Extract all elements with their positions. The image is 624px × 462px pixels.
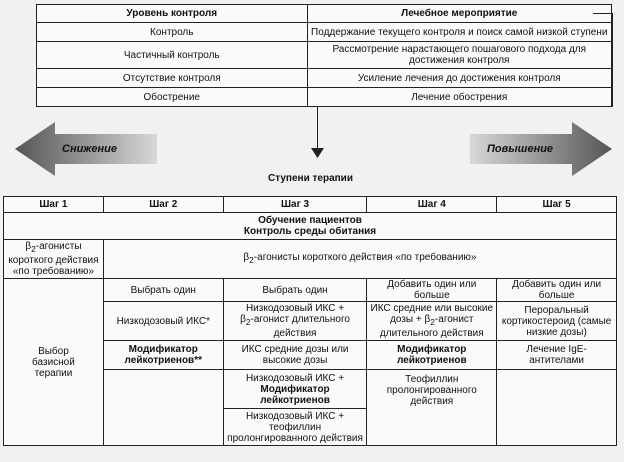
header-control-level: Уровень контроля bbox=[37, 5, 308, 23]
table-row bbox=[4, 279, 617, 302]
therapy-cell bbox=[367, 302, 497, 341]
prn-all-text: -агонисты короткого действия «по требованию» bbox=[253, 252, 477, 263]
table-header-row bbox=[37, 5, 612, 23]
therapy-text: Низкодозовый ИКС + bbox=[245, 303, 345, 314]
step-header: Шаг 3 bbox=[223, 197, 367, 213]
table-row bbox=[4, 213, 617, 240]
environment-text: Контроль среды обитания bbox=[243, 226, 377, 237]
select-cell: Добавить один или больше bbox=[497, 279, 617, 302]
header-treatment: Лечебное мероприятие bbox=[307, 5, 611, 23]
treatment-cell: Поддержание текущего контроля и поиск самой низкой ступени bbox=[307, 23, 611, 42]
step-header: Шаг 1 bbox=[4, 197, 104, 213]
therapy-cell: ИКС средние дозы или высокие дозы bbox=[223, 341, 367, 370]
step1-prn-text: -агонисты короткого действия «по требованию» bbox=[8, 241, 99, 277]
therapy-text: Низкодозовый ИКС + bbox=[245, 372, 345, 384]
treatment-cell: Лечение обострения bbox=[307, 88, 611, 107]
select-cell: Добавить один или больше bbox=[367, 279, 497, 302]
step-header: Шаг 4 bbox=[367, 197, 497, 213]
connector-line bbox=[593, 13, 613, 14]
therapy-text: Модификатор bbox=[397, 344, 467, 355]
education-cell bbox=[4, 213, 617, 240]
steps-title: Ступени терапии bbox=[268, 173, 353, 184]
increase-label: Повышение bbox=[487, 143, 554, 155]
control-level-cell: Частичный контроль bbox=[37, 42, 308, 69]
connector-line bbox=[317, 106, 613, 107]
beta-symbol: β bbox=[240, 314, 246, 325]
select-cell: Выбрать один bbox=[103, 279, 223, 302]
beta-subscript: 2 bbox=[245, 317, 251, 327]
beta-symbol: β bbox=[243, 252, 250, 263]
therapy-steps-table bbox=[3, 196, 617, 446]
therapy-text: -агонист длительного действия bbox=[250, 314, 350, 339]
beta-symbol: β bbox=[25, 241, 32, 252]
connector-line bbox=[612, 13, 613, 107]
table-row bbox=[4, 240, 617, 279]
therapy-cell: Лечение IgE-антителами bbox=[497, 341, 617, 370]
therapy-cell bbox=[103, 341, 223, 370]
beta-subscript: 2 bbox=[31, 244, 36, 254]
step-header: Шаг 5 bbox=[497, 197, 617, 213]
table-row bbox=[37, 88, 612, 107]
table-row bbox=[37, 69, 612, 88]
step1-prn-cell bbox=[4, 240, 104, 279]
treatment-cell: Рассмотрение нарастающего пошагового подхода для достижения контроля bbox=[307, 42, 611, 69]
empty-cell bbox=[497, 370, 617, 446]
therapy-cell bbox=[223, 370, 367, 409]
therapy-cell: Низкодозовый ИКС* bbox=[103, 302, 223, 341]
table-row bbox=[37, 42, 612, 69]
therapy-text: лейкотриенов bbox=[396, 355, 467, 366]
control-level-cell: Отсутствие контроля bbox=[37, 69, 308, 88]
table-row bbox=[37, 23, 612, 42]
therapy-text: Модификатор bbox=[260, 383, 330, 395]
therapy-text: лейкотриенов** bbox=[124, 355, 202, 366]
therapy-cell bbox=[223, 302, 367, 341]
beta-subscript: 2 bbox=[430, 317, 435, 327]
therapy-text: ИКС средние или высокие дозы + β bbox=[370, 303, 494, 325]
select-cell: Выбрать один bbox=[223, 279, 367, 302]
basic-therapy-cell: Выбор базисной терапии bbox=[4, 279, 104, 446]
therapy-cell bbox=[367, 341, 497, 370]
prn-all-cell bbox=[103, 240, 616, 279]
therapy-text: Модификатор bbox=[128, 344, 198, 355]
control-level-cell: Контроль bbox=[37, 23, 308, 42]
therapy-text: -агонист длительного действия bbox=[379, 314, 484, 339]
beta-subscript: 2 bbox=[249, 255, 254, 265]
down-arrow-icon bbox=[311, 148, 324, 158]
decrease-label: Снижение bbox=[62, 143, 118, 155]
education-text: Обучение пациентов bbox=[258, 215, 362, 226]
control-level-table bbox=[36, 4, 612, 107]
treatment-cell: Усиление лечения до достижения контроля bbox=[307, 69, 611, 88]
therapy-cell: Пероральный кортикостероид (самые низкие дозы) bbox=[497, 302, 617, 341]
therapy-cell: Теофиллин пролонгированного действия bbox=[367, 370, 497, 446]
steps-header-row bbox=[4, 197, 617, 213]
empty-cell bbox=[103, 370, 223, 446]
step-header: Шаг 2 bbox=[103, 197, 223, 213]
therapy-text: лейкотриенов bbox=[260, 394, 330, 406]
control-level-cell: Обострение bbox=[37, 88, 308, 107]
connector-line bbox=[317, 106, 318, 152]
therapy-cell: Низкодозовый ИКС + теофиллин пролонгированного действия bbox=[223, 409, 367, 446]
